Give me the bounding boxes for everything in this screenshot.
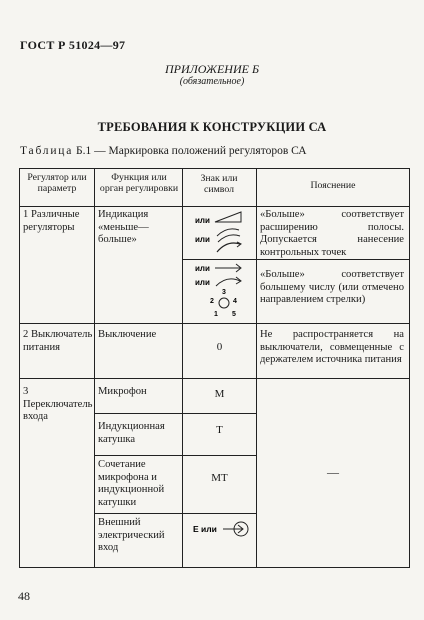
- row3-sep-c: [94, 513, 257, 514]
- row2-symbol: 0: [216, 341, 223, 353]
- appendix-title: ПРИЛОЖЕНИЕ Б: [164, 62, 260, 76]
- standard-header: ГОСТ Р 51024—97: [20, 38, 126, 52]
- table-border-right: [409, 168, 410, 568]
- table-caption: [20, 145, 307, 157]
- col-sep-3: [256, 168, 257, 568]
- appendix-note: (обязательное): [179, 76, 245, 87]
- row1-inner-sep: [182, 259, 410, 260]
- row3-regulator: 3 Переключатель входа: [23, 386, 93, 422]
- table-caption-number: Б.1: [76, 145, 92, 157]
- row3-symbol-microphone: M: [214, 388, 225, 400]
- col-header-function: Функция или орган регулировки: [99, 172, 179, 194]
- row3-function-mic-coil: Сочетание микрофона и индукционной катушки: [98, 459, 165, 508]
- wedge-icon: [215, 212, 241, 222]
- col-sep-1: [94, 168, 95, 568]
- symbol2-or2-label: или: [195, 278, 210, 287]
- row3-symbol-mic-coil: MT: [211, 472, 228, 484]
- row3-sep-a: [94, 413, 257, 414]
- section-title: ТРЕБОВАНИЯ К КОНСТРУКЦИИ СА: [97, 120, 327, 134]
- table-border-bottom: [19, 567, 410, 568]
- row1-note-2: «Больше» соответствует большему числу (или отмечено направлением стрелки): [260, 269, 404, 305]
- row1-regulator: 1 Различные регуляторы: [23, 209, 80, 233]
- row3-note: —: [327, 465, 339, 479]
- col-sep-2: [182, 168, 183, 568]
- external-symbol-label: E или: [193, 524, 217, 534]
- less-more-symbol-2: [185, 261, 255, 321]
- col-header-symbol: Знак или символ: [200, 173, 238, 195]
- symbol2-or-label: или: [195, 264, 210, 273]
- header-row-sep: [19, 206, 410, 207]
- row1-note-1: «Больше» соответствует расширению полосы. Допускается нанесение контрольных точек: [260, 209, 404, 258]
- svg-text:2: 2: [210, 298, 214, 305]
- row2-note: Не распространяется на выключатели, совмещенные с держателем источника питания: [260, 329, 404, 365]
- row1-sep: [19, 323, 410, 324]
- svg-text:4: 4: [233, 298, 237, 305]
- page-number: 48: [18, 589, 30, 603]
- svg-text:5: 5: [232, 311, 236, 318]
- row3-sep-b: [94, 455, 257, 456]
- row1-function: Индикация «меньше—больше»: [98, 209, 149, 245]
- row3-function-coil: Индукционная катушка: [98, 421, 165, 445]
- symbol1-or-label: или: [195, 216, 210, 225]
- arc-arrow-icon: [217, 243, 240, 252]
- row3-function-external: Внешний электрический вход: [98, 517, 165, 553]
- external-input-symbol: [185, 517, 255, 543]
- table-caption-dash: —: [94, 145, 106, 157]
- row3-symbol-coil: T: [216, 424, 223, 436]
- knob-icon: [219, 298, 229, 308]
- symbol1-or2-label: или: [195, 235, 210, 244]
- table-caption-label: Таблица: [20, 145, 74, 157]
- row3-function-microphone: Микрофон: [98, 386, 147, 397]
- svg-text:1: 1: [214, 311, 218, 318]
- less-more-symbol-1: [185, 208, 255, 258]
- row2-regulator: 2 Выключатель питания: [23, 329, 93, 353]
- row2-sep: [19, 378, 410, 379]
- row2-function: Выключение: [98, 329, 157, 340]
- svg-text:3: 3: [222, 289, 226, 296]
- table-border-left: [19, 168, 20, 568]
- col-header-note: Пояснение: [310, 180, 356, 191]
- col-header-regulator: Регулятор или параметр: [27, 172, 87, 194]
- table-caption-title: Маркировка положений регуляторов СА: [108, 145, 307, 157]
- table-border-top: [19, 168, 410, 169]
- curved-arrow-icon: [216, 279, 240, 286]
